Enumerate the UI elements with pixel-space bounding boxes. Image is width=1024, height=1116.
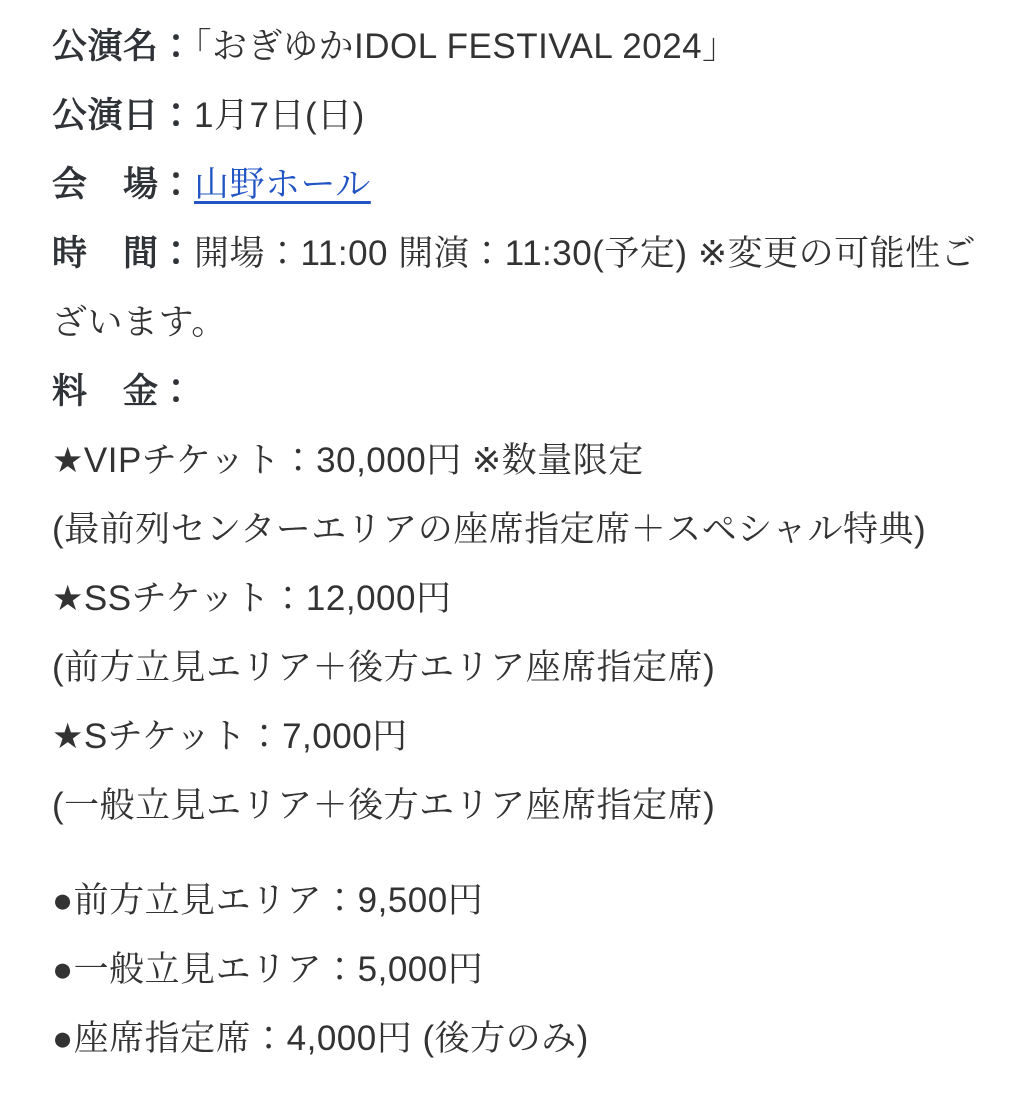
time-value-line1: 開場：11:00 開演：11:30(予定) ※変更の可能性ご [194, 234, 977, 273]
event-date-value: 1月7日(日) [194, 96, 365, 135]
area-price-front-standing-text: ●前方立見エリア：9,500円 [52, 881, 484, 920]
venue-label: 会 場： [52, 165, 195, 204]
ticket-vip-price-text: ★VIPチケット：30,000円 ※数量限定 [52, 441, 644, 480]
field-price-heading [52, 357, 996, 426]
ticket-s-note [52, 771, 996, 840]
ticket-ss-note [52, 633, 996, 702]
area-price-general-standing [52, 935, 996, 1004]
ticket-vip-price [52, 426, 996, 495]
area-price-reserved-seat [52, 1004, 996, 1073]
field-event-date [52, 81, 996, 150]
event-name-label: 公演名： [52, 27, 195, 66]
blank-line [52, 840, 996, 866]
field-event-name [52, 12, 996, 81]
time-value-line2: ざいます。 [52, 303, 227, 342]
ticket-s-note-text: (一般立見エリア＋後方エリア座席指定席) [52, 786, 716, 825]
area-price-general-standing-text: ●一般立見エリア：5,000円 [52, 950, 484, 989]
price-label: 料 金： [52, 372, 195, 411]
field-time [52, 219, 996, 288]
ticket-ss-price [52, 564, 996, 633]
ticket-s-price-text: ★Sチケット：7,000円 [52, 717, 408, 756]
event-name-value: 「おぎゆかIDOL FESTIVAL 2024」 [194, 27, 738, 66]
venue-link[interactable]: 山野ホール [194, 165, 371, 204]
ticket-ss-price-text: ★SSチケット：12,000円 [52, 579, 452, 618]
time-label: 時 間： [52, 234, 195, 273]
event-date-label: 公演日： [52, 96, 195, 135]
area-price-reserved-seat-text: ●座席指定席：4,000円 (後方のみ) [52, 1019, 589, 1058]
ticket-ss-note-text: (前方立見エリア＋後方エリア座席指定席) [52, 648, 716, 687]
field-time-wrap [52, 288, 996, 357]
field-venue [52, 150, 996, 219]
area-price-front-standing [52, 866, 996, 935]
ticket-vip-note-text: (最前列センターエリアの座席指定席＋スペシャル特典) [52, 510, 927, 549]
ticket-s-price [52, 702, 996, 771]
ticket-vip-note [52, 495, 996, 564]
